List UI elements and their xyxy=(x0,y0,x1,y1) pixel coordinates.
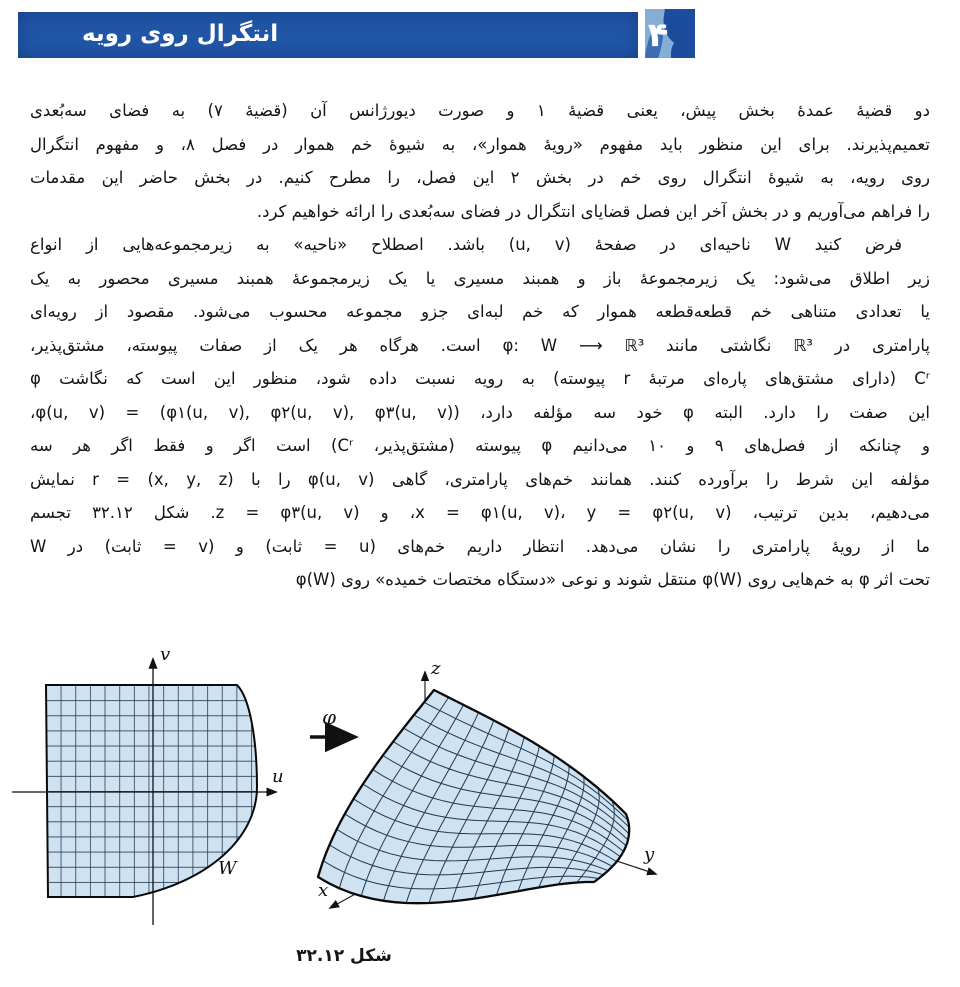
text-line: تعمیم‌پذیرند. برای این منظور باید مفهوم «رویهٔ هموار»، به شیوهٔ خم هموار در فصل ۸، و مفهوم انتگرال xyxy=(30,134,930,154)
text-line: روی رویه، به شیوهٔ انتگرال روی خم در بخش ۲ این فصل، را مطرح کنیم. در بخش حاضر این مقدمات xyxy=(30,168,930,187)
text-line: یا تعدادی متناهی خم قطعه‌قطعه هموار که خم لبه‌ای جزو مجموعه محسوب می‌شود. مقصود از رویه‌ای xyxy=(30,302,930,321)
chapter-title: انتگرال روی رویه xyxy=(82,21,279,47)
text-line: پارامتری در ℝ³ نگاشتی مانند φ: W ⟶ ℝ³ است. هرگاه هر یک از صفات پیوسته، مشتق‌پذیر، xyxy=(30,335,930,355)
text-line: زیر اطلاق می‌شود: یک زیرمجموعهٔ باز و همبند مسیری یا یک زیرمجموعهٔ همبند مسیری محصور به یک xyxy=(30,268,930,288)
chapter-number: ۴ xyxy=(648,15,669,54)
figure-domain-W xyxy=(0,642,330,952)
text-line: مؤلفه این شرط را برآورده کنند. همانند خم‌های پارامتری، گاهی φ(u, v) را با r = (x, y, z) نمایش xyxy=(30,469,930,489)
y-axis-label: y xyxy=(644,844,655,865)
u-axis-label: u xyxy=(272,766,284,787)
x-axis-label: x xyxy=(318,880,329,901)
chapter-header-bar xyxy=(18,12,638,58)
text-line: ما از رویهٔ پارامتری را نشان می‌دهد. انتظار داریم خم‌های (u = ثابت) و (v = ثابت) در W xyxy=(30,536,931,556)
z-axis-label: z xyxy=(431,658,441,679)
text-line: این صفت را دارد. البته φ خود سه مؤلفه دارد، φ(u, v) = (φ۱(u, v), φ۲(u, v), φ۳(u, v))، xyxy=(30,402,931,422)
text-line: را فراهم می‌آوریم و در بخش آخر این فصل قضایای انتگرال در فضای سه‌بُعدی را ارائه خواهیم کرد. xyxy=(256,201,930,221)
text-line: Cʳ (دارای مشتق‌های پاره‌ای مرتبهٔ r پیوسته) به رویه نسبت داده شود، منظور این است که نگاشت φ xyxy=(30,369,931,388)
body-text xyxy=(30,94,930,597)
text-line: دو قضیهٔ عمدهٔ بخش پیش، یعنی قضیهٔ ۱ و صورت دیورژانس آن (قضیهٔ ۷) به فضای سه‌بُعدی xyxy=(30,101,930,120)
phi-map-label: φ xyxy=(322,705,337,729)
chapter-badge xyxy=(645,9,695,58)
text-line: تحت اثر φ به خم‌هایی روی φ(W) منتقل شوند و نوعی «دستگاه مختصات خمیده» روی φ(W) xyxy=(295,570,930,589)
figure-surface-phiW xyxy=(296,642,676,952)
figure-caption: شکل ۳۲.۱۲ xyxy=(296,946,392,966)
region-W-label: W xyxy=(218,858,237,879)
v-axis-label: v xyxy=(160,644,171,665)
text-line: و چنانکه از فصل‌های ۹ و ۱۰ می‌دانیم φ پیوسته (مشتق‌پذیر، Cʳ) است اگر و فقط اگر هر سه xyxy=(30,436,930,455)
text-line: فرض کنید W ناحیه‌ای در صفحهٔ (u, v) باشد. اصطلاح «ناحیه» به زیرمجموعه‌هایی از انواع xyxy=(30,235,903,254)
text-line: می‌دهیم، بدین ترتیب، x = φ۱(u, v)، y = φ۲(u, v)، و z = φ۳(u, v). شکل ۳۲.۱۲ تجسم xyxy=(30,503,930,522)
